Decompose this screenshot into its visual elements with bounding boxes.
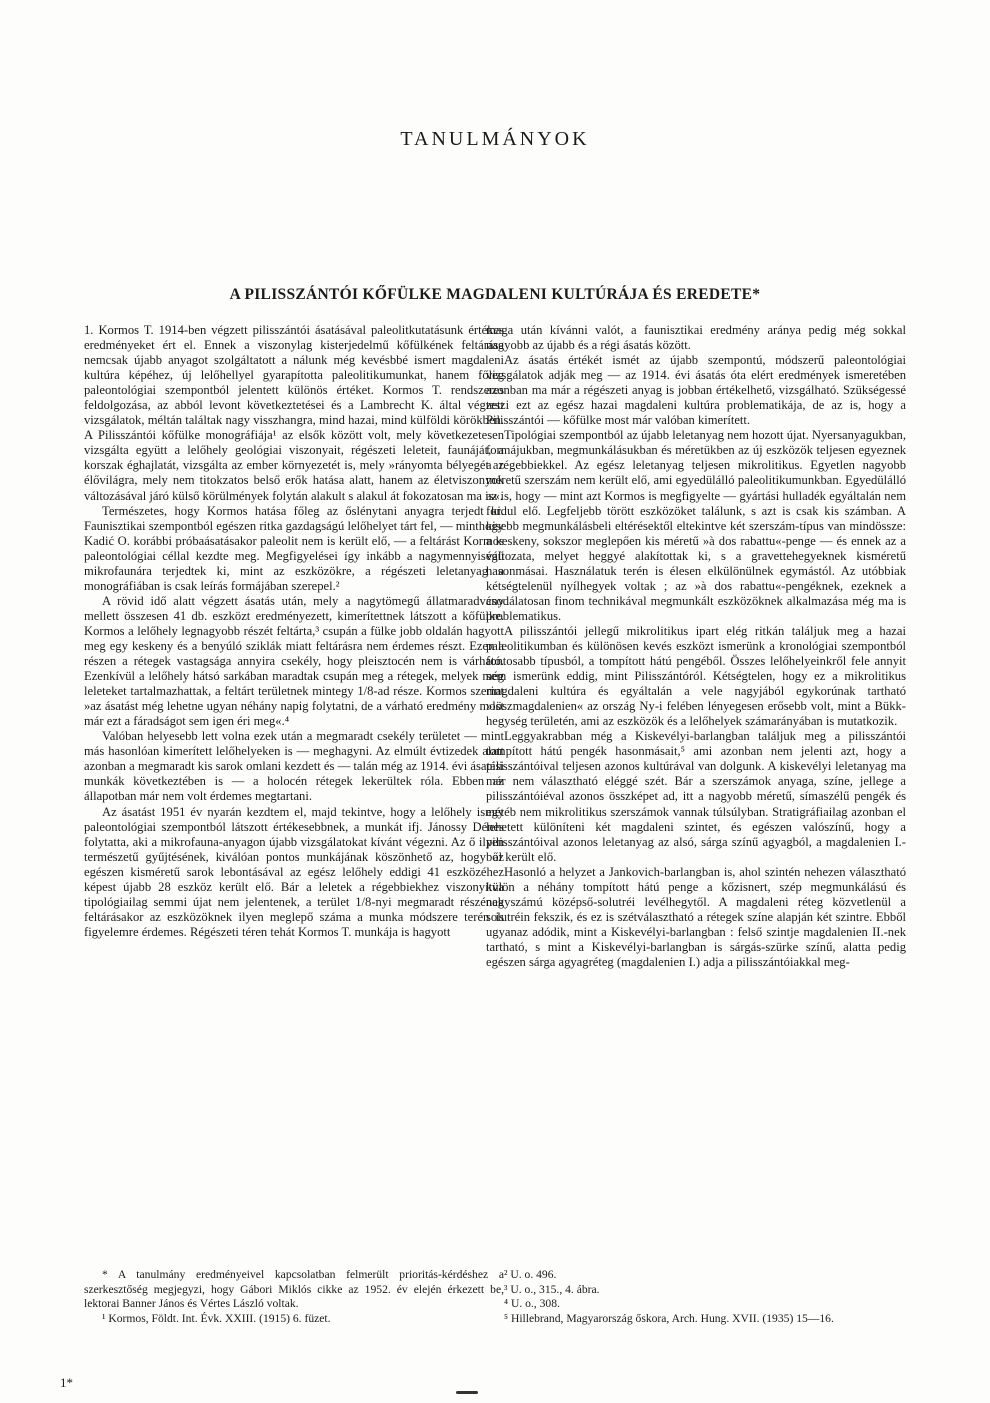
footnote: * A tanulmány eredményeivel kapcsolatban felmerült prioritás-kérdéshez a szerkesztőség megjegyzi, hogy Gábori Miklós cikke az 1952. év elején érkezett be, lektorai Banner János és Vértes László voltak. [84,1268,504,1311]
right-column [486,323,906,970]
footnote: ⁴ U. o., 308. [504,1297,560,1311]
paragraph: maga után kívánni valót, a faunisztikai eredmény aránya pedig még sokkal nagyobb az újabb és a régi ásatás között. [486,323,906,353]
page-signature-mark: 1* [60,1375,73,1390]
paragraph: 1. Kormos T. 1914-ben végzett pilisszántói ásatásával paleolitkutatásunk értékes eredményeket ért el. Ennek a viszonylag kisterjedelmű kőfülkének feltárása nemcsak újabb anyagot szolgáltatott a nálunk még kevésbbé ismert magdaleni kultúra képéhez, új lelőhellyel gyarapította paleolitikumunkat, hanem főleg paleontológiai szempontból jelentett különös értéket. Kormos T. rendszeres feldolgozása, az abból levont következtetései és a Lambrecht K. által végzett vizsgálatok, méltán találtak nagy visszhangra, mind hazai, mind külföldi körökben. A Pilisszántói kőfülke monográfiája¹ az elsők között volt, mely következetesen vizsgálta együtt a lelőhely geológiai viszonyait, régészeti leleteit, faunáját, a korszak éghajlatát, vizsgálta az ember környezetét is, mely »rányomta bélyegét az élővilágra, mely nem titokzatos belső erők hatása alatt, hanem az életviszonyok változásával járó külső körülmények folytán alakult s alakul át fokozatosan ma is«. [84,323,504,503]
footnote: ² U. o. 496. [504,1268,557,1281]
footnotes-right [486,1268,906,1326]
paragraph: Valóban helyesebb lett volna ezek után a megmaradt csekély területet — mint más hasonlóan kimerített lelőhelyeken is — meghagyni. Az elmúlt évtizedek alatt azonban a megmaradt kis sarok omlani kezdett és — talán még az 1914. évi ásatási munkák következtében is — a holocén rétegek lekerültek róla. Ebben az állapotban már nem volt érdemes megtartani. [84,729,504,804]
footnote: ⁵ Hillebrand, Magyarország őskora, Arch. Hung. XVII. (1935) 15—16. [504,1311,834,1325]
paragraph: Tipológiai szempontból az újabb leletanyag nem hozott újat. Nyersanyagukban, formájukban, megmunkálásukban és méretükben az új eszközök teljesen egyeznek a régebbiekkel. Az egész leletanyag teljesen mikrolitikus. Egyetlen nagyobb méretű szerszám nem került elő, ami egyedülálló paleolitikumunkban. Egyedülálló az is, hogy — mint azt Kormos is megfigyelte — gyártási hulladék egyáltalán nem fordul elő. Legfeljebb törött eszközöket találunk, s azt is csak kis számban. A kisebb megmunkálásbeli eltérésektől eltekintve két szerszám-típus van mindössze: a keskeny, sokszor meglepően kis méretű »à dos rabattu«-penge — és ennek az a változata, melyet heggyé alakítottak ki, s a gravettehegyeknek kisméretű hasonmásai. Használatuk terén is élesen elkülönülnek egymástól. Az utóbbiak kétségtelenül nyílhegyek voltak ; az »à dos rabattu«-pengéknek, ezeknek a csodálatosan finom technikával megmunkált eszközöknek alkalmazása még ma is problematikus. [486,428,906,623]
paragraph: Leggyakrabban még a Kiskevélyi-barlangban találjuk meg a pilisszántói tompított hátú pengék hasonmásait,⁵ ami azonban nem jelenti azt, hogy a pilisszántóival teljesen azonos kultúrával van dolgunk. A kiskevélyi leletanyag ma már nem választható eléggé szét. Bár a szerszámok anyaga, színe, jellege a pilisszántóiéval azonos összképet ad, itt a nagyobb méretű, símaszélű pengék és egyéb nem mikrolitikus szerszámok vannak túlsúlyban. Stratigráfiailag azonban el lehetett különíteni két magdaleni szintet, és egészen valószínű, hogy a pilisszántóival azonos leletanyag az alsó, sárga színű agyagból, a magdalenien I.-ből került elő. [486,729,906,864]
paragraph: Az ásatást 1951 év nyarán kezdtem el, majd tekintve, hogy a lelőhely ismét paleontológiai szempontból látszott értékesebbnek, a munkát ifj. Jánossy Dénes folytatta, aki a mikrofauna-anyagon újabb vizsgálatokat kívánt végezni. Az ő ilyen természetű gyűjtésének, kiválóan pontos munkájának köszönhető az, hogy az egészen kisméretű sarok lebontásával az egész lelőhely eddigi 41 eszközéhez képest újabb 28 eszköz került elő. Bár a leletek a régebbiekhez viszonyítva tipológiailag semmi újat nem jelentenek, a terület 1/8-nyi megmaradt részének feltárásakor az eszközöknek ilyen meglepő száma a munka módszere terén is figyelemre érdemes. Régészeti téren tehát Kormos T. munkája is hagyott [84,804,504,939]
paragraph: Természetes, hogy Kormos hatása főleg az őslénytani anyagra terjedt ki. Faunisztikai szempontból egészen ritka gazdagságú lelőhelyet tárt fel, — minthogy Kadić O. korábbi próbaásatásakor paleolit nem is került elő, — a feltárást Kormos paleontológiai céllal kezdte meg. Megfigyelései így inkább a nagymennyiségű mikrofaunára terjedtek ki, mint az eszközökre, a régészeti leletanyag a monográfiában is csak leírás formájában szerepel.² [84,503,504,593]
paragraph: A rövid idő alatt végzett ásatás után, mely a nagytömegű állatmaradvány mellett összesen 41 db. eszközt eredményezett, kimerítettnek látszott a kőfülke. Kormos a lelőhely legnagyobb részét feltárta,³ csupán a fülke jobb oldalán hagyott meg egy keskeny és a benyúló sziklák miatt feltárásra nem érdemes részt. Ezen a részen a rétegek vastagsága annyira csekély, hogy pleisztocén nem is várható. Ezenkívül a lelőhely hátsó sarkában maradtak csupán meg a rétegek, melyek még leleteket tartalmazhattak, a feltárt területnek mintegy 1/8-ad része. Kormos szerint »az ásatást még lehetne ugyan néhány napig folytatni, de a várható eredmény most már ezt a fáradságot sem igen éri meg«.⁴ [84,593,504,729]
footnotes-left [84,1268,504,1326]
paragraph: Az ásatás értékét ismét az újabb szempontú, módszerű paleontológiai vizsgálatok adják meg — az 1914. évi ásatás óta elért eredmények ismeretében azonban ma már a régészeti anyag is jobban értékelhető, vizsgálható. Szükségessé teszi ezt az egész hazai magdaleni kultúra problematikája, de az is, hogy a Pilisszántói — kőfülke most már valóban kimerített. [486,353,906,428]
printer-mark [456,1391,478,1394]
paragraph: Hasonló a helyzet a Jankovich-barlangban is, ahol szintén nehezen választható külön a néhány tompított hátú penge a kőzisnert, szép megmunkálású és nagyszámú középső-solutréi levélhegytől. A magdaleni réteg közvetlenül a solutréin fekszik, és ez is szétválasztható a rétegek színe alapján két szintre. Ebből ugyanaz adódik, mint a Kiskevélyi-barlangban : felső szintje magdalenien II.-nek tartható, s mint a Kiskevélyi-barlangban is sárgás-szürke színű, alatta pedig egészen sárga agyagréteg (magdalenien I.) adja a pilisszántóiakkal meg- [486,864,906,969]
paragraph: A pilisszántói jellegű mikrolitikus ipart elég ritkán találjuk meg a hazai paleolitikumban és különösen kevés eszközt ismerünk a kronológiai szempontból fontosabb típusból, a tompított hátú pengéből. Összes lelőhelyeinkről fele annyit sem ismerünk eddig, mint Pilisszántóról. Kétségtelen, hogy ez a mikrolitikus magdaleni kultúra és egyáltalán a vele nagyjából egykorúnak tartható »löszmagdalenien« az ország Ny-i felében lényegesen erősebb volt, mint a Bükk-hegység területén, ami az eszközök és a lelőhelyek számarányában is mutatkozik. [486,623,906,729]
section-heading: TANULMÁNYOK [400,128,590,150]
footnote: ¹ Kormos, Földt. Int. Évk. XXIII. (1915) 6. füzet. [102,1311,331,1325]
article-title: A PILISSZÁNTÓI KŐFÜLKE MAGDALENI KULTÚRÁJA ÉS EREDETE* [229,286,761,303]
left-column [84,323,504,940]
footnote: ³ U. o., 315., 4. ábra. [504,1282,600,1296]
